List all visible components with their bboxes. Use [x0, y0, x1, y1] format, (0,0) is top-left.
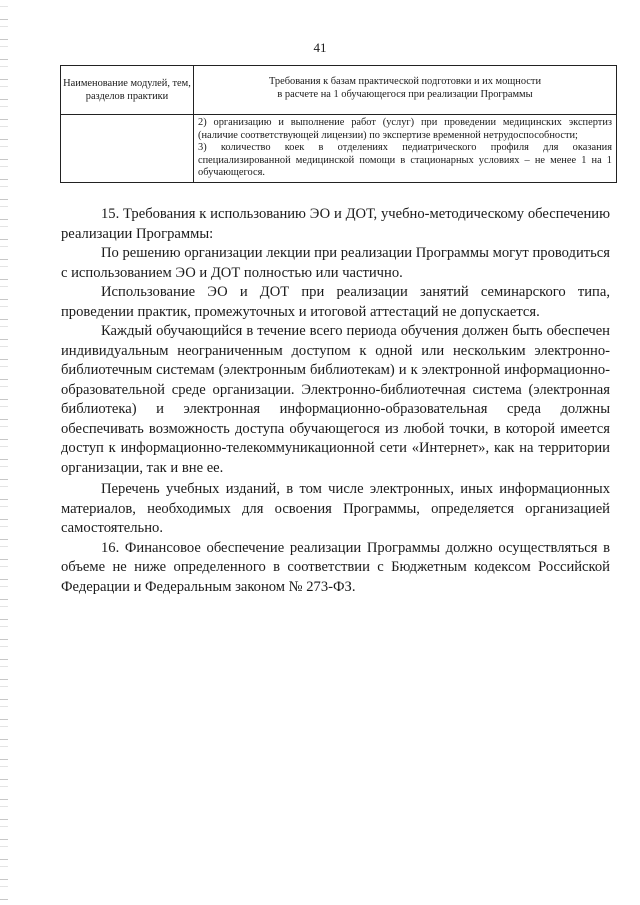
paragraph-section-15: 15. Требования к использованию ЭО и ДОТ, учебно-методическому обеспечению реализации Программы:: [61, 206, 610, 242]
document-body: [61, 205, 610, 597]
table-header-requirements-line1: Требования к базам практической подготовки и их мощности: [268, 76, 542, 87]
requirement-item: 3) количество коек в отделениях педиатрического профиля для оказания специализированной медицинской помощи в стационарных условиях – не менее 1 на 1 обучающегося.: [198, 142, 612, 179]
table-row: [61, 115, 617, 183]
paragraph: Каждый обучающийся в течение всего периода обучения должен быть обеспечен индивидуальным неограниченным доступом к одной или нескольким электронно-библиотечным системам (электронным библиотекам) и к электронной информационно-образовательной среде организации. Электронно-библиотечная система (электронная библиотека) и электронная информационно-образовательная среда должны обеспечивать возможность доступа обучающегося из любой точки, в которой имеется доступ к информационно-телекоммуникационной сети «Интернет», как на территории организации, так и вне ее.: [61, 323, 610, 476]
page-number: 41: [313, 40, 327, 55]
scan-edge-artifact: [0, 0, 8, 905]
table-header-modules: Наименование модулей, тем, разделов практики: [61, 66, 194, 115]
requirements-table: [60, 65, 617, 183]
table-cell-requirements: [194, 115, 617, 183]
paragraph: По решению организации лекции при реализации Программы могут проводиться с использованием ЭО и ДОТ полностью или частично.: [61, 245, 610, 281]
table-cell-module: [61, 115, 194, 183]
table-header-requirements-line2: в расчете на 1 обучающегося при реализации Программы: [277, 88, 533, 100]
paragraph: Перечень учебных изданий, в том числе электронных, иных информационных материалов, необходимых для освоения Программы, определяется организацией самостоятельно.: [61, 481, 610, 536]
paragraph-section-16: 16. Финансовое обеспечение реализации Программы должно осуществляться в объеме не ниже определенного в соответствии с Бюджетным кодексом Российской Федерации и Федеральным законом № 273-ФЗ.: [61, 539, 610, 595]
paragraph: Использование ЭО и ДОТ при реализации занятий семинарского типа, проведении практик, промежуточных и итоговой аттестаций не допускается.: [61, 284, 610, 320]
table-header-row: [61, 66, 617, 115]
requirement-item: 2) организацию и выполнение работ (услуг) при проведении медицинских экспертиз (наличие соответствующей лицензии) по экспертизе временной нетрудоспособности;: [198, 117, 612, 141]
table-header-requirements: [194, 66, 617, 115]
